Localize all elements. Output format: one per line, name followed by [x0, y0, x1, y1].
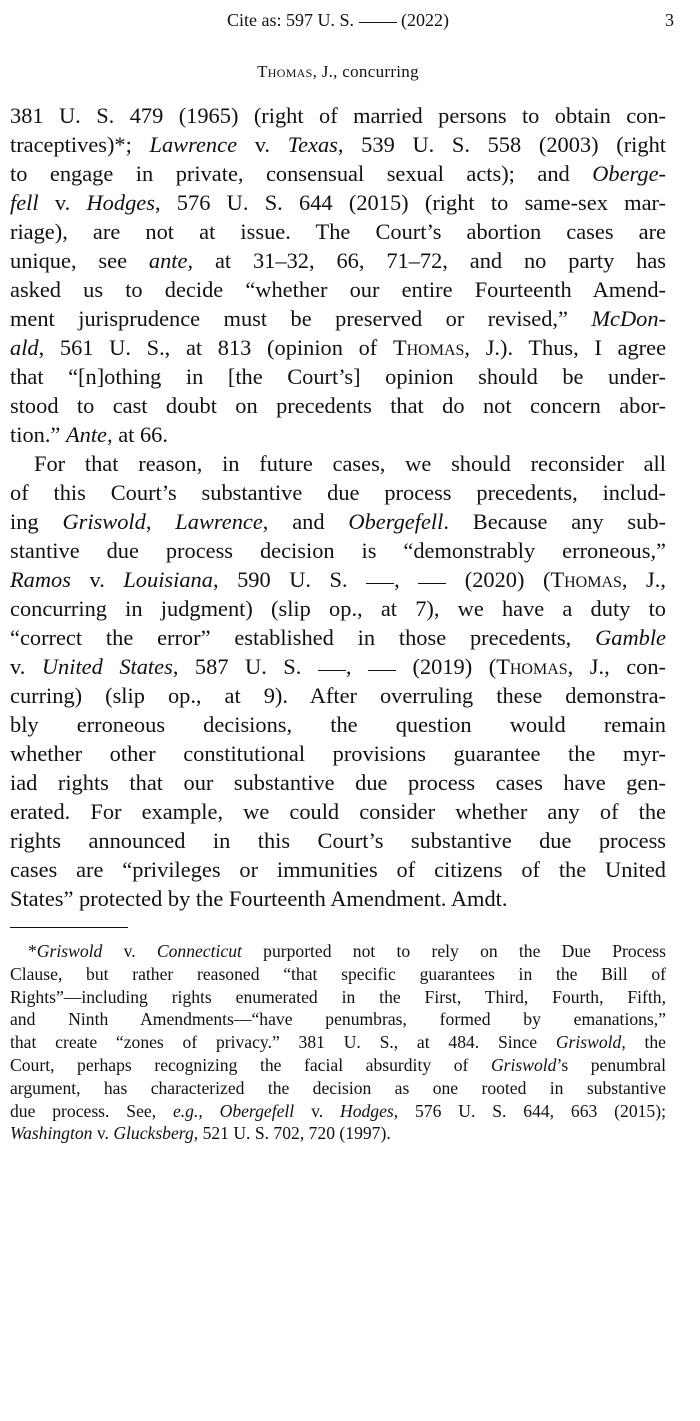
text-line: stood to cast doubt on precedents that do not concern abor- [10, 393, 666, 418]
case-name: Obergefell [348, 509, 444, 534]
running-header [10, 10, 674, 34]
slip-op-blank [368, 669, 396, 671]
text-line: and Ninth Amendments—“have penumbras, formed by emanations,” [10, 1009, 666, 1030]
page-number: 3 [665, 10, 674, 30]
case-name: Washington [10, 1123, 93, 1144]
text-line: ment jurisprudence must be preserved or revised,” McDon- [10, 306, 666, 331]
case-name: Griswold [62, 509, 146, 534]
case-name: ald [10, 335, 39, 360]
case-name: United States [41, 654, 173, 679]
case-name: fell [10, 190, 39, 215]
case-name: Lawrence [175, 509, 263, 534]
text-line: that create “zones of privacy.” 381 U. S., at 484. Since Griswold, the [10, 1032, 666, 1053]
justice-name: Thomas [392, 335, 465, 360]
paragraph-1 [10, 101, 666, 449]
case-name: Oberge- [592, 161, 666, 186]
text-line: concurring in judgment) (slip op., at 7), we have a duty to [10, 596, 666, 621]
text-line: Rights”—including rights enumerated in the First, Third, Fourth, Fifth, [10, 986, 666, 1007]
text-line: For that reason, in future cases, we should reconsider all [34, 451, 666, 476]
text-line: ing Griswold, Lawrence, and Obergefell. Because any sub- [10, 509, 666, 534]
case-name: Griswold [36, 941, 103, 961]
citation-prefix: Cite as: 597 U. S. [226, 10, 359, 30]
text-line: tion.” Ante, at 66. [10, 422, 168, 447]
text-line: stantive due process decision is “demonstrably erroneous,” [10, 538, 666, 563]
opinion-type: , J., concurring [312, 62, 419, 81]
text-line: bly erroneous decisions, the question would remain [10, 712, 666, 737]
footnote-separator [10, 927, 128, 928]
paragraph-2 [10, 449, 666, 913]
text-line: “correct the error” established in those precedents, Gamble [10, 625, 666, 650]
text-line: Court, perhaps recognizing the facial absurdity of Griswold’s penumbral [10, 1054, 666, 1075]
citation-blank [359, 21, 397, 23]
text-line: to engage in private, consensual sexual acts); and Oberge- [10, 161, 666, 186]
text-line: argument, has characterized the decision as one rooted in substantive [10, 1077, 666, 1098]
case-name: Louisiana [123, 567, 213, 592]
author-name: Thomas [257, 62, 313, 81]
justice-name: Thomas [550, 567, 622, 592]
text-line: States” protected by the Fourteenth Amendment. Amdt. [10, 886, 508, 911]
text-line: that “[n]othing in [the Court’s] opinion should be under- [10, 364, 666, 389]
text-line: of this Court’s substantive due process precedents, includ- [10, 480, 666, 505]
text-line: asked us to decide “whether our entire Fourteenth Amend- [10, 277, 666, 302]
justice-name: Thomas [496, 654, 568, 679]
text-line: traceptives)*; Lawrence v. Texas, 539 U. S. 558 (2003) (right [10, 132, 666, 157]
text-line: Washington v. Glucksberg, 521 U. S. 702, 720 (1997). [10, 1123, 391, 1144]
case-name: Glucksberg [113, 1123, 194, 1144]
text-line: due process. See, e.g., Obergefell v. Hodges, 576 U. S. 644, 663 (2015); [10, 1100, 666, 1121]
slip-op-blank [366, 582, 394, 584]
text-line: v. United States, 587 U. S. , (2019) (Thomas, J., con- [10, 654, 666, 679]
citation-year: (2022) [396, 10, 449, 30]
case-name: Hodges [86, 190, 155, 215]
slip-op-blank [418, 582, 446, 584]
case-name: Griswold [490, 1054, 557, 1075]
text-line: ald, 561 U. S., at 813 (opinion of Thomas, J.). Thus, I agree [10, 335, 667, 360]
text-line: riage), are not at issue. The Court’s abortion cases are [10, 219, 666, 244]
case-name: Hodges [339, 1100, 394, 1121]
text-line: whether other constitutional provisions guarantee the myr- [10, 741, 666, 766]
case-name: Ante, [65, 422, 113, 447]
opinion-body [10, 101, 666, 913]
text-line: iad rights that our substantive due process cases have gen- [10, 770, 666, 795]
citation-line [10, 10, 666, 31]
opinion-label [10, 62, 666, 82]
case-name: Lawrence [149, 132, 238, 157]
case-name: Texas [287, 132, 338, 157]
case-name: e.g., Obergefell [172, 1100, 295, 1121]
slip-op-blank [318, 669, 346, 671]
text-line: cases are “privileges or immunities of citizens of the United [10, 857, 666, 882]
case-name: ante, [148, 248, 194, 273]
text-line: Ramos v. Louisiana, 590 U. S. , (2020) (Thomas, J., [10, 567, 666, 592]
footnote [10, 940, 666, 1145]
text-line: erated. For example, we could consider whether any of the [10, 799, 666, 824]
text-line: curring) (slip op., at 9). After overruling these demonstra- [10, 683, 666, 708]
case-name: Connecticut [156, 941, 242, 961]
case-name: Ramos [10, 567, 71, 592]
text-line: rights announced in this Court’s substantive due process [10, 828, 666, 853]
text-line: Clause, but rather reasoned “that specific guarantees in the Bill of [10, 963, 666, 984]
text-line: *Griswold v. Connecticut purported not to rely on the Due Process [28, 941, 666, 961]
case-name: Gamble [595, 625, 666, 650]
case-name: McDon- [591, 306, 666, 331]
text-line: fell v. Hodges, 576 U. S. 644 (2015) (right to same-sex mar- [10, 190, 666, 215]
text-line: unique, see ante, at 31–32, 66, 71–72, and no party has [10, 248, 666, 273]
text-line: 381 U. S. 479 (1965) (right of married persons to obtain con- [10, 103, 666, 128]
case-name: Griswold, [555, 1032, 626, 1053]
